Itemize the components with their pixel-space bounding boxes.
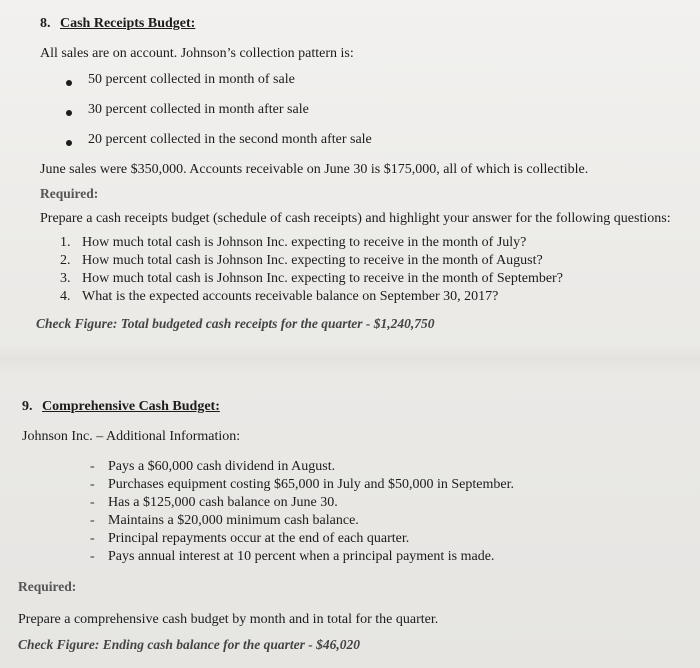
section-8-intro: All sales are on account. Johnson’s collection pattern is:: [40, 46, 354, 61]
question-4: What is the expected accounts receivable balance on September 30, 2017?: [82, 289, 499, 304]
info-item-6: Pays annual interest at 10 percent when a principal payment is made.: [108, 549, 495, 564]
section-9-title: Comprehensive Cash Budget:: [42, 399, 220, 414]
collection-bullet-3: 20 percent collected in the second month after sale: [88, 132, 372, 147]
collection-bullet-1: 50 percent collected in month of sale: [88, 72, 295, 87]
bullet-icon: [66, 80, 72, 86]
section-8-number: 8.: [40, 16, 51, 31]
question-3: How much total cash is Johnson Inc. expecting to receive in the month of September?: [82, 271, 563, 286]
dash-bullet: -: [90, 531, 95, 546]
section-8-prepare-text: Prepare a cash receipts budget (schedule of cash receipts) and highlight your answer for the following questions:: [40, 211, 671, 226]
question-number: 4.: [60, 289, 71, 304]
dash-bullet: -: [90, 477, 95, 492]
question-1: How much total cash is Johnson Inc. expecting to receive in the month of July?: [82, 235, 527, 250]
section-9-prepare-text: Prepare a comprehensive cash budget by month and in total for the quarter.: [18, 612, 439, 627]
section-9-required-label: Required:: [18, 579, 77, 594]
question-2: How much total cash is Johnson Inc. expecting to receive in the month of August?: [82, 253, 543, 268]
section-8-title: Cash Receipts Budget:: [60, 16, 196, 31]
info-item-2: Purchases equipment costing $65,000 in July and $50,000 in September.: [108, 477, 514, 492]
info-item-3: Has a $125,000 cash balance on June 30.: [108, 495, 338, 510]
dash-bullet: -: [90, 513, 95, 528]
section-9-heading: [22, 399, 220, 415]
info-item-4: Maintains a $20,000 minimum cash balance.: [108, 513, 359, 528]
dash-bullet: -: [90, 459, 95, 474]
dash-bullet: -: [90, 549, 95, 564]
bullet-icon: [66, 140, 72, 146]
question-number: 2.: [60, 253, 71, 268]
question-number: 1.: [60, 235, 71, 250]
info-item-5: Principal repayments occur at the end of each quarter.: [108, 531, 410, 546]
section-8-heading: [40, 16, 195, 32]
bullet-icon: [66, 110, 72, 116]
section-8-check-figure: Check Figure: Total budgeted cash receipts for the quarter - $1,240,750: [36, 316, 435, 331]
section-8-required-label: Required:: [40, 186, 99, 201]
section-9-intro: Johnson Inc. – Additional Information:: [22, 429, 241, 444]
section-9-check-figure: Check Figure: Ending cash balance for the quarter - $46,020: [18, 637, 361, 652]
collection-bullet-2: 30 percent collected in month after sale: [88, 102, 309, 117]
question-number: 3.: [60, 271, 71, 286]
info-item-1: Pays a $60,000 cash dividend in August.: [108, 459, 336, 474]
section-9-number: 9.: [22, 399, 33, 414]
june-sales-text: June sales were $350,000. Accounts receivable on June 30 is $175,000, all of which is collectible.: [40, 162, 589, 177]
dash-bullet: -: [90, 495, 95, 510]
section-divider: [0, 345, 700, 373]
